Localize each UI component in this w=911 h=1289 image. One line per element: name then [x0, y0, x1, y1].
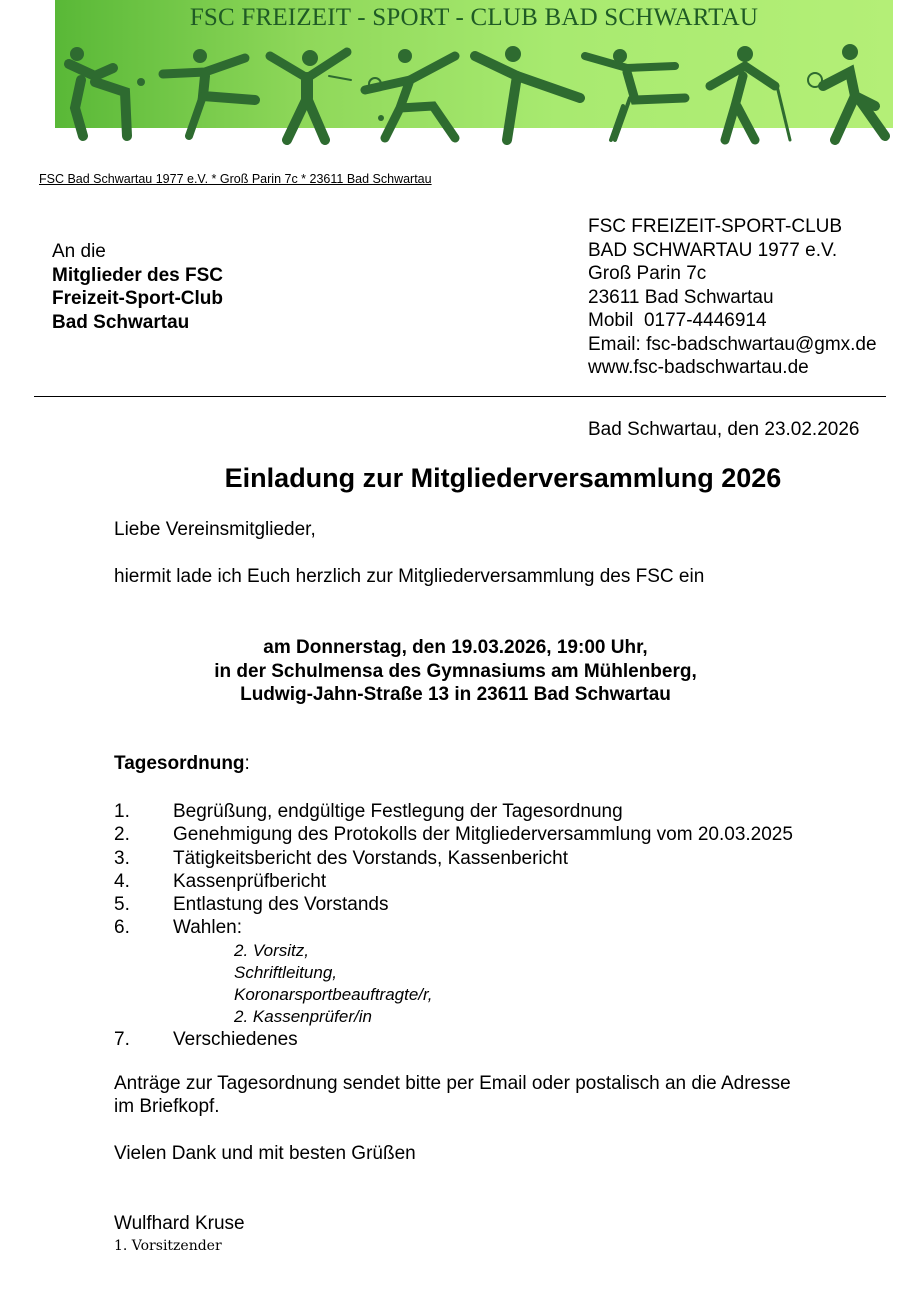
agenda-item-text: Wahlen: — [173, 917, 242, 939]
agenda-item-text: Kassenprüfbericht — [173, 870, 327, 892]
intro-paragraph: hiermit lade ich Euch herzlich zur Mitgliederversammlung des FSC ein — [114, 566, 705, 587]
agenda-item-number: 6. — [114, 917, 130, 939]
athlete-icon-7 — [710, 46, 790, 140]
event-date: am Donnerstag, den 19.03.2026, 19:00 Uhr, — [263, 637, 648, 658]
election-item: Schriftleitung, — [234, 962, 337, 982]
sports-pictograms — [55, 36, 893, 145]
agenda-item — [114, 800, 793, 823]
athlete-icon-8 — [808, 44, 885, 140]
requests-paragraph-line: im Briefkopf. — [114, 1096, 220, 1117]
greeting: Liebe Vereinsmitglieder, — [114, 519, 316, 540]
athlete-icon-5 — [475, 46, 580, 140]
agenda-item-number: 3. — [114, 847, 130, 869]
agenda-item-text: Genehmigung des Protokolls der Mitgliederversammlung vom 20.03.2025 — [173, 824, 793, 846]
election-item: 2. Vorsitz, — [234, 940, 309, 960]
athlete-icon-3 — [270, 50, 351, 140]
club-address-block — [588, 215, 877, 380]
club-name-line: FSC FREIZEIT-SPORT-CLUB — [588, 216, 843, 237]
agenda-item-number: 7. — [114, 1028, 130, 1050]
event-details — [0, 636, 911, 707]
agenda-item-number: 5. — [114, 894, 130, 916]
agenda-heading-colon: : — [244, 753, 250, 774]
header-divider — [34, 396, 886, 397]
agenda-item-text: Begrüßung, endgültige Festlegung der Tagesordnung — [173, 801, 623, 822]
club-website: www.fsc-badschwartau.de — [588, 357, 809, 378]
club-phone: Mobil 0177-4446914 — [588, 310, 767, 331]
agenda-item — [114, 870, 793, 893]
agenda-item-number: 2. — [114, 824, 130, 846]
election-item: Koronarsportbeauftragte/r, — [234, 984, 433, 1004]
agenda-item-text: Entlastung des Vorstands — [173, 894, 389, 916]
club-city: 23611 Bad Schwartau — [588, 286, 774, 308]
athlete-icon-2 — [163, 49, 255, 136]
requests-paragraph-line: Anträge zur Tagesordnung sendet bitte per Email oder postalisch an die Adresse — [114, 1073, 791, 1094]
club-email: Email: fsc-badschwartau@gmx.de — [588, 333, 877, 355]
club-street: Groß Parin 7c — [588, 263, 707, 284]
agenda-item-number: 1. — [114, 801, 130, 822]
recipient-line: Bad Schwartau — [52, 311, 190, 333]
signature-role: 1. Vorsitzender — [114, 1238, 222, 1254]
agenda-item-number: 4. — [114, 870, 130, 892]
date-line: Bad Schwartau, den 23.02.2026 — [588, 419, 860, 440]
agenda-list — [114, 800, 793, 1051]
banner-title: FSC FREIZEIT - SPORT - CLUB BAD SCHWARTAU — [189, 4, 759, 31]
election-list — [114, 940, 793, 1028]
letter-title: Einladung zur Mitgliederversammlung 2026 — [224, 463, 782, 493]
club-name-line: BAD SCHWARTAU 1977 e.V. — [588, 239, 838, 261]
athlete-icon-1 — [69, 47, 145, 136]
event-address: Ludwig-Jahn-Straße 13 in 23611 Bad Schwartau — [240, 684, 671, 705]
signature-name: Wulfhard Kruse — [114, 1213, 245, 1234]
agenda-item-text: Verschiedenes — [173, 1028, 298, 1050]
agenda-item-text: Tätigkeitsbericht des Vorstands, Kassenbericht — [173, 847, 568, 869]
sender-address-line: FSC Bad Schwartau 1977 e.V. * Groß Parin 7c * 23611 Bad Schwartau — [39, 172, 432, 186]
athlete-icon-4 — [365, 49, 455, 138]
recipient-line: Freizeit-Sport-Club — [52, 288, 223, 309]
recipient-line: Mitglieder des FSC — [52, 264, 224, 286]
agenda-item — [114, 893, 793, 916]
athlete-icon-6 — [585, 49, 685, 140]
recipient-block — [52, 240, 223, 334]
agenda-item — [114, 916, 793, 939]
letterhead-banner — [55, 0, 893, 145]
agenda-heading-text: Tagesordnung — [114, 753, 245, 774]
closing-greeting: Vielen Dank und mit besten Grüßen — [114, 1143, 416, 1164]
agenda-item — [114, 823, 793, 846]
agenda-item — [114, 1028, 793, 1051]
agenda-item — [114, 847, 793, 870]
recipient-line: An die — [52, 241, 106, 262]
agenda-heading — [114, 753, 250, 775]
election-item: 2. Kassenprüfer/in — [234, 1006, 372, 1026]
event-location: in der Schulmensa des Gymnasiums am Mühlenberg, — [214, 660, 697, 682]
